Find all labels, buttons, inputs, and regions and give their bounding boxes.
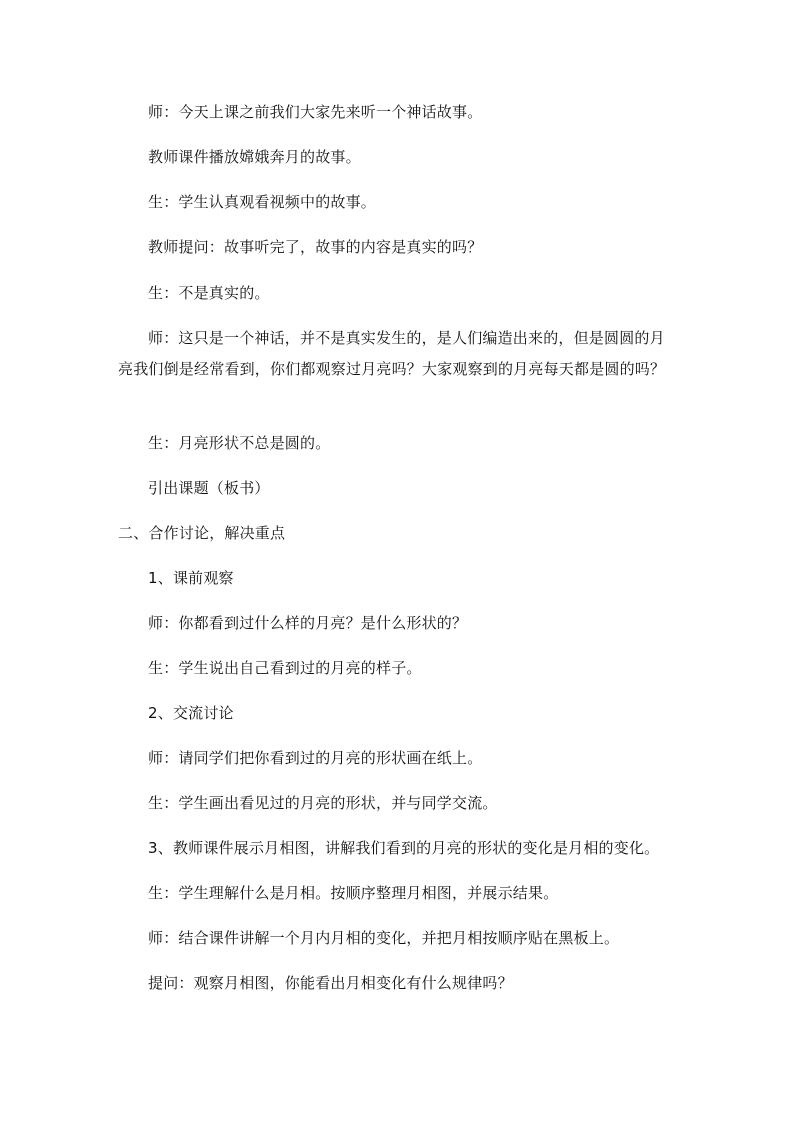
line-teacher-question: 教师提问：故事听完了，故事的内容是真实的吗？ [148, 238, 483, 256]
item-3-heading: 3、教师课件展示月相图，讲解我们看到的月亮的形状的变化是月相的变化。 [148, 839, 660, 857]
line-teacher-intro: 师：今天上课之前我们大家先来听一个神话故事。 [148, 103, 483, 121]
line-student-describe: 生：学生说出自己看到过的月亮的样子。 [148, 659, 422, 677]
line-topic-board: 引出课题（板书） [148, 479, 270, 497]
item-2-heading: 2、交流讨论 [148, 704, 234, 722]
paragraph-teacher-explanation: 师：这只是一个神话，并不是真实发生的，是人们编造出来的，但是圆圆的月亮我们倒是经常看到，你们都观察过月亮吗？大家观察到的月亮每天都是圆的吗？ [118, 329, 666, 378]
item-1-heading: 1、课前观察 [148, 569, 234, 587]
line-teacher-ask-moon: 师：你都看到过什么样的月亮？是什么形状的？ [148, 614, 468, 632]
line-moon-shape: 生：月亮形状不总是圆的。 [148, 434, 331, 452]
line-question-pattern: 提问：观察月相图，你能看出月相变化有什么规律吗？ [148, 974, 513, 992]
line-teacher-phase: 师：结合课件讲解一个月内月相的变化，并把月相按顺序贴在黑板上。 [148, 929, 620, 947]
line-play-story: 教师课件播放嫦娥奔月的故事。 [148, 148, 361, 166]
line-student-watch: 生：学生认真观看视频中的故事。 [148, 193, 377, 211]
line-teacher-draw: 师：请同学们把你看到过的月亮的形状画在纸上。 [148, 749, 483, 767]
section-heading: 二、合作讨论，解决重点 [118, 524, 286, 542]
line-student-draw: 生：学生画出看见过的月亮的形状，并与同学交流。 [148, 794, 498, 812]
line-student-phase: 生：学生理解什么是月相。按顺序整理月相图，并展示结果。 [148, 884, 559, 902]
line-student-answer: 生：不是真实的。 [148, 284, 270, 302]
